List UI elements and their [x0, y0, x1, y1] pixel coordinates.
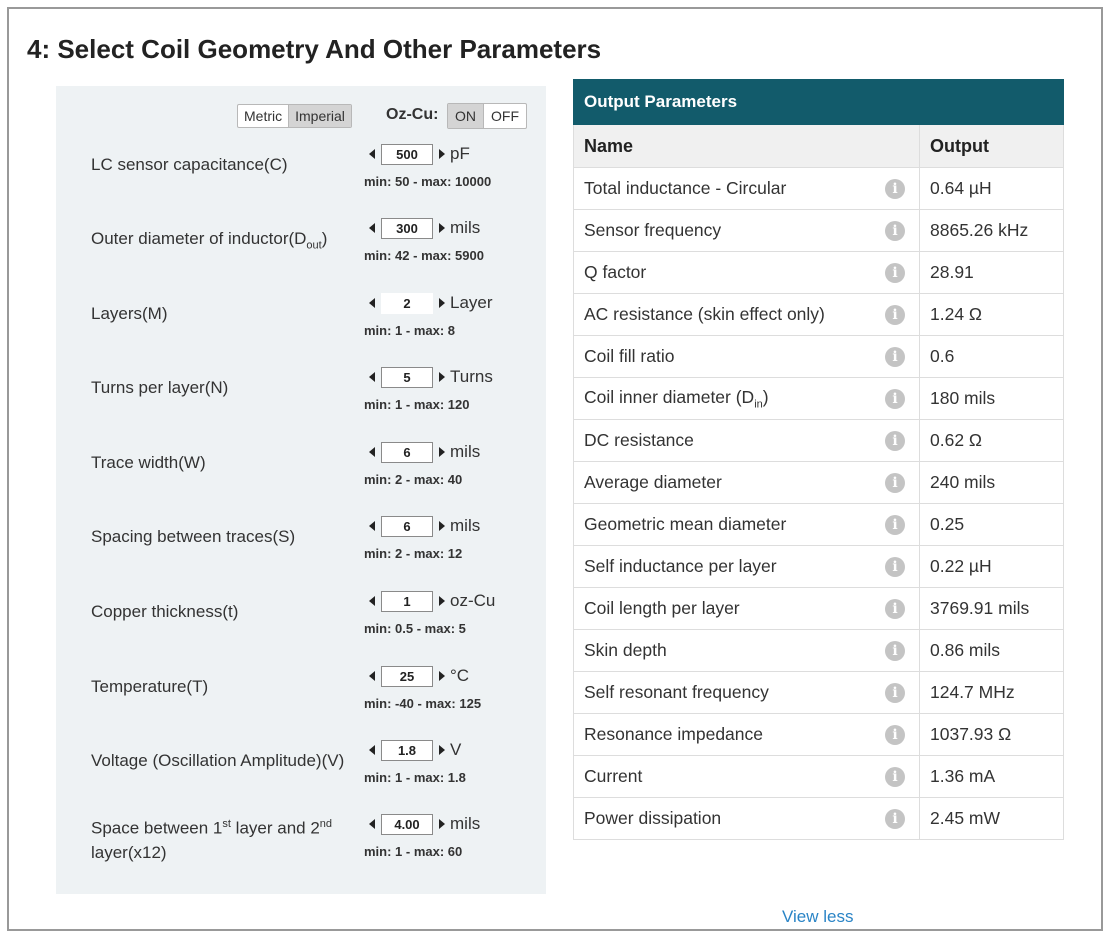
range-hint: min: -40 - max: 125	[364, 696, 482, 711]
increment-arrow-icon[interactable]	[439, 596, 445, 606]
param-label: Copper thickness(t)	[91, 602, 239, 621]
decrement-arrow-icon[interactable]	[369, 596, 375, 606]
temperature-input[interactable]	[381, 666, 433, 687]
decrement-arrow-icon[interactable]	[369, 149, 375, 159]
range-hint: min: 1 - max: 60	[364, 844, 463, 859]
oz-cu-label: Oz-Cu:	[386, 106, 439, 123]
table-row	[574, 714, 1064, 756]
unit-system-toggle	[237, 104, 352, 128]
row-name: Coil fill ratio	[584, 346, 675, 366]
row-value: 0.22 µH	[920, 546, 1064, 588]
info-icon[interactable]: i	[885, 389, 905, 409]
param-label: Outer diameter of $inductor(D_{out})$	[91, 229, 328, 252]
param-label: Temperature(T)	[91, 677, 209, 696]
outer-diameter-input[interactable]	[381, 218, 433, 239]
unit-label: Layer	[450, 293, 493, 312]
imperial-button[interactable]: Imperial	[288, 105, 351, 127]
row-name: Self resonant frequency	[584, 682, 769, 702]
range-hint: min: 1 - max: 8	[364, 323, 456, 338]
decrement-arrow-icon[interactable]	[369, 819, 375, 829]
row-name: Current	[584, 766, 643, 786]
increment-arrow-icon[interactable]	[439, 521, 445, 531]
view-less-link[interactable]: View less	[782, 907, 854, 926]
row-value: 1.24 Ω	[920, 294, 1064, 336]
decrement-arrow-icon[interactable]	[369, 298, 375, 308]
info-icon[interactable]: i	[885, 305, 905, 325]
row-value: 0.62 Ω	[920, 420, 1064, 462]
range-hint: min: 1 - max: 1.8	[364, 770, 466, 785]
increment-arrow-icon[interactable]	[439, 223, 445, 233]
table-row	[574, 504, 1064, 546]
unit-label: mils	[450, 516, 481, 535]
oz-cu-on-button[interactable]: ON	[448, 104, 484, 128]
copper-thickness-stepper	[369, 589, 495, 613]
spacing-input[interactable]	[381, 516, 433, 537]
info-icon[interactable]: i	[885, 221, 905, 241]
unit-label: pF	[450, 144, 470, 163]
increment-arrow-icon[interactable]	[439, 745, 445, 755]
unit-label: oz-Cu	[450, 591, 496, 610]
layers-stepper	[369, 291, 493, 315]
row-value: 0.25	[920, 504, 1064, 546]
unit-label: Turns	[450, 367, 493, 386]
trace-width-input[interactable]	[381, 442, 433, 463]
layers-input[interactable]	[381, 293, 433, 314]
row-value: 3769.91 mils	[920, 588, 1064, 630]
row-value: 124.7 MHz	[920, 672, 1064, 714]
param-label: Spacing between traces(S)	[91, 527, 296, 546]
param-row-trace-width	[56, 440, 546, 514]
info-icon[interactable]: i	[885, 767, 905, 787]
table-row	[574, 336, 1064, 378]
table-row	[574, 168, 1064, 210]
increment-arrow-icon[interactable]	[439, 819, 445, 829]
info-icon[interactable]: i	[885, 599, 905, 619]
table-row	[574, 420, 1064, 462]
unit-label: mils	[450, 218, 481, 237]
capacitance-input[interactable]	[381, 144, 433, 165]
layer-spacing-stepper	[369, 812, 480, 836]
info-icon[interactable]: i	[885, 473, 905, 493]
info-icon[interactable]: i	[885, 179, 905, 199]
range-hint: min: 2 - max: 40	[364, 472, 463, 487]
info-icon[interactable]: i	[885, 347, 905, 367]
row-value: 240 mils	[920, 462, 1064, 504]
increment-arrow-icon[interactable]	[439, 298, 445, 308]
range-hint: min: 50 - max: 10000	[364, 174, 492, 189]
param-row-outer-diameter	[56, 216, 546, 290]
row-name: Coil length per layer	[584, 598, 740, 618]
range-hint: min: 0.5 - max: 5	[364, 621, 466, 636]
row-value: 0.86 mils	[920, 630, 1064, 672]
info-icon[interactable]: i	[885, 683, 905, 703]
row-value: 1037.93 Ω	[920, 714, 1064, 756]
row-name: Self inductance per layer	[584, 556, 777, 576]
metric-button[interactable]: Metric	[244, 108, 283, 124]
table-row	[574, 252, 1064, 294]
increment-arrow-icon[interactable]	[439, 149, 445, 159]
param-row-spacing	[56, 514, 546, 588]
turns-stepper	[369, 365, 493, 389]
row-value: 0.64 µH	[920, 168, 1064, 210]
layer-spacing-input[interactable]	[381, 814, 433, 835]
outer-diameter-stepper	[369, 216, 480, 240]
decrement-arrow-icon[interactable]	[369, 372, 375, 382]
table-row	[574, 630, 1064, 672]
row-value: 8865.26 kHz	[920, 210, 1064, 252]
param-row-copper-thickness	[56, 589, 546, 663]
trace-width-stepper	[369, 440, 480, 464]
table-row	[574, 672, 1064, 714]
output-table-title: Output Parameters	[574, 80, 1064, 125]
row-name: Coil inner diameter $(D_{in})$	[584, 386, 769, 411]
param-label: Voltage (Oscillation Amplitude)(V)	[91, 751, 345, 770]
row-name: DC resistance	[584, 430, 694, 450]
section-title: 4: Select Coil Geometry And Other Parameters	[27, 34, 602, 64]
row-name: Total inductance - Circular	[584, 178, 787, 198]
voltage-stepper	[369, 738, 461, 762]
param-row-turns	[56, 365, 546, 439]
table-row	[574, 210, 1064, 252]
unit-label: V	[450, 740, 462, 759]
param-label: Layers(M)	[91, 304, 168, 323]
row-name: Resonance impedance	[584, 724, 764, 744]
range-hint: min: 42 - max: 5900	[364, 248, 484, 263]
info-icon[interactable]: i	[885, 809, 905, 829]
param-label: Turns per layer(N)	[91, 378, 229, 397]
info-icon[interactable]: i	[885, 263, 905, 283]
capacitance-stepper	[369, 142, 470, 166]
table-row	[574, 462, 1064, 504]
turns-input[interactable]	[381, 367, 433, 388]
spacing-stepper	[369, 514, 480, 538]
range-hint: min: 2 - max: 12	[364, 546, 463, 561]
param-row-temperature	[56, 664, 546, 738]
voltage-input[interactable]	[381, 740, 433, 761]
copper-thickness-input[interactable]	[381, 591, 433, 612]
table-row	[574, 588, 1064, 630]
param-row-voltage	[56, 738, 546, 812]
row-value: 1.36 mA	[920, 756, 1064, 798]
decrement-arrow-icon[interactable]	[369, 521, 375, 531]
table-row	[574, 378, 1064, 420]
row-value: 0.6	[920, 336, 1064, 378]
row-value: 28.91	[920, 252, 1064, 294]
table-row	[574, 294, 1064, 336]
row-name: Geometric mean diameter	[584, 514, 787, 534]
info-icon[interactable]: i	[885, 641, 905, 661]
oz-cu-toggle	[447, 103, 527, 129]
row-name: AC resistance (skin effect only)	[584, 304, 825, 324]
increment-arrow-icon[interactable]	[439, 372, 445, 382]
unit-label: mils	[450, 814, 481, 833]
name-column-header: Name	[574, 125, 920, 168]
unit-label: mils	[450, 442, 481, 461]
row-name: Average diameter	[584, 472, 722, 492]
unit-label: °C	[450, 666, 470, 685]
range-hint: min: 1 - max: 120	[364, 397, 470, 412]
decrement-arrow-icon[interactable]	[369, 223, 375, 233]
row-name: Sensor frequency	[584, 220, 722, 240]
temperature-stepper	[369, 664, 469, 688]
decrement-arrow-icon[interactable]	[369, 447, 375, 457]
info-icon[interactable]: i	[885, 515, 905, 535]
param-label: Space between 1st layer and 2nd layer(x12)	[91, 818, 333, 862]
table-row	[574, 546, 1064, 588]
table-row	[574, 798, 1064, 840]
row-value: 2.45 mW	[920, 798, 1064, 840]
row-name: Power dissipation	[584, 808, 722, 828]
row-name: Skin depth	[584, 640, 667, 660]
table-row	[574, 756, 1064, 798]
info-icon[interactable]: i	[885, 431, 905, 451]
oz-cu-off-button[interactable]: OFF	[491, 108, 519, 124]
increment-arrow-icon[interactable]	[439, 447, 445, 457]
row-name: Q factor	[584, 262, 647, 282]
param-label: Trace width(W)	[91, 453, 206, 472]
increment-arrow-icon[interactable]	[439, 671, 445, 681]
output-column-header: Output	[920, 125, 1064, 168]
output-parameters-table	[573, 79, 1064, 840]
info-icon[interactable]: i	[885, 557, 905, 577]
param-row-layer-spacing	[56, 812, 546, 886]
row-value: 180 mils	[920, 378, 1064, 420]
info-icon[interactable]: i	[885, 725, 905, 745]
param-label: LC sensor capacitance(C)	[91, 155, 288, 174]
input-parameters-panel	[56, 86, 546, 894]
decrement-arrow-icon[interactable]	[369, 745, 375, 755]
param-row-layers	[56, 291, 546, 365]
param-row-capacitance	[56, 142, 546, 216]
decrement-arrow-icon[interactable]	[369, 671, 375, 681]
